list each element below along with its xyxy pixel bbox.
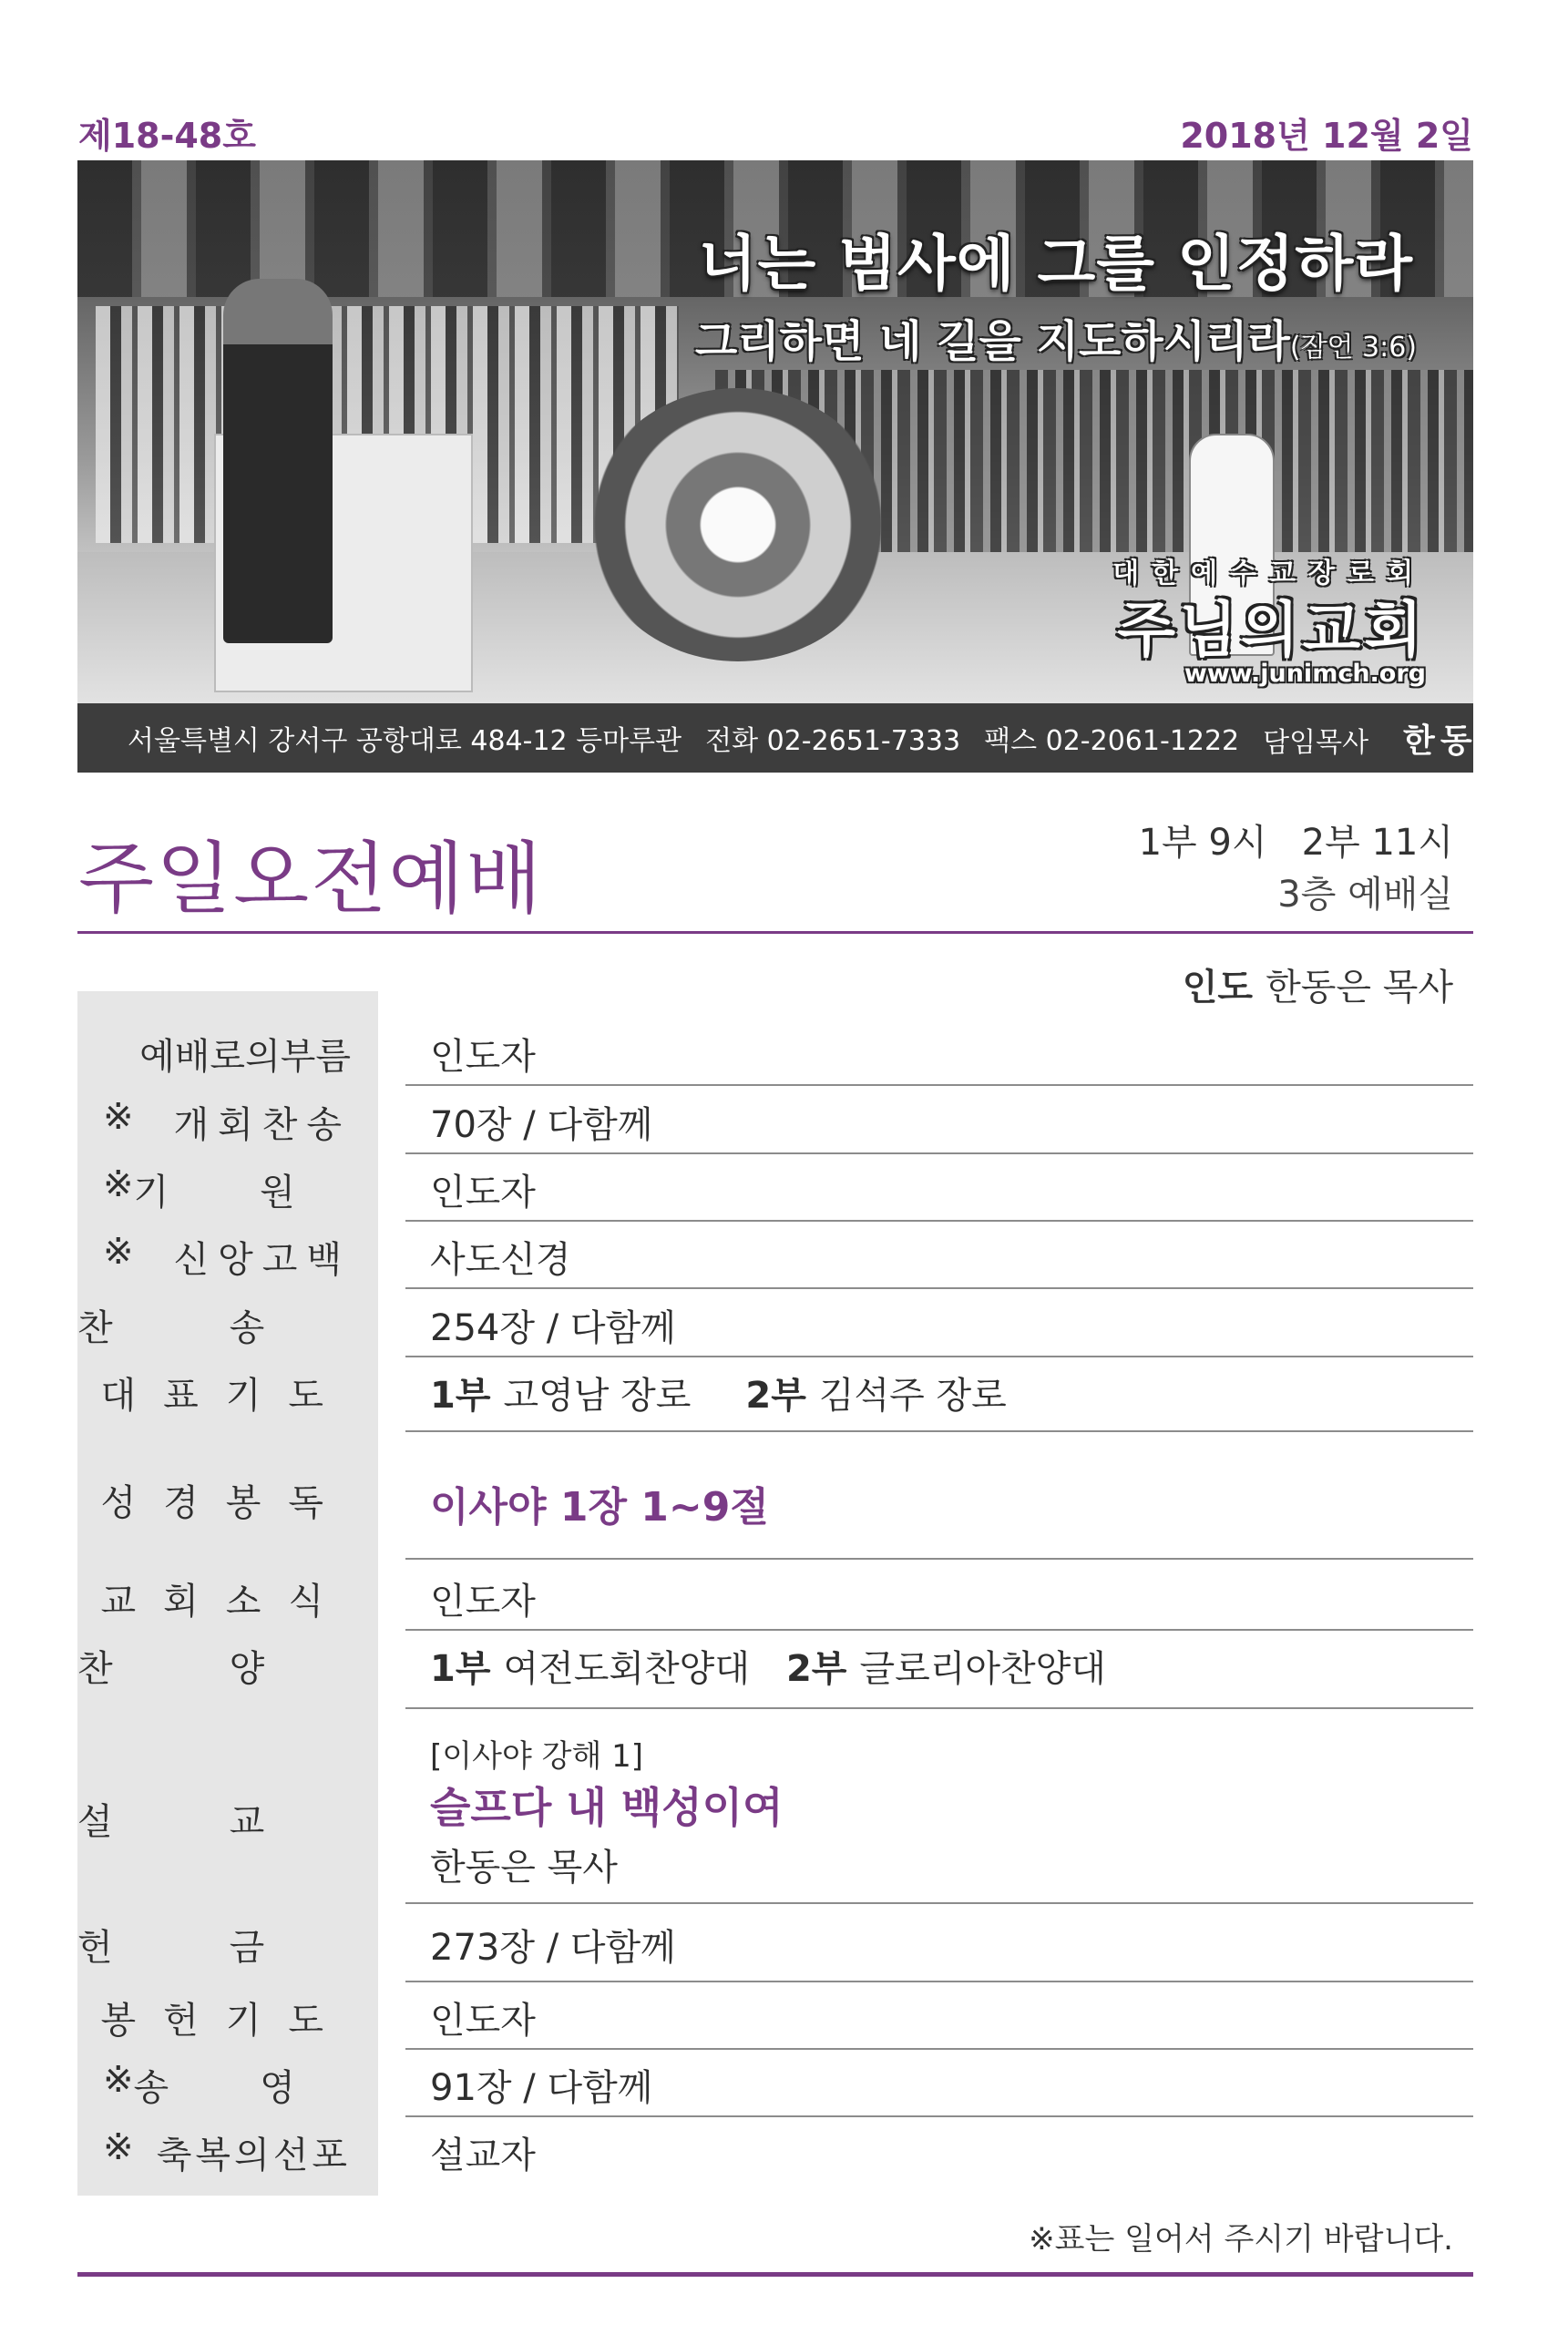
order-value: [430, 1640, 1106, 1692]
service-location: 3층 예배실: [1277, 874, 1453, 916]
row-divider: [405, 1902, 1473, 1904]
flower-arrangement: [588, 388, 888, 661]
standing-mark: ※: [103, 2126, 134, 2168]
phone-number: 전화 02-2651-7333: [705, 725, 961, 757]
order-value: 인도자: [430, 1581, 536, 1623]
order-value: 인도자: [430, 2000, 536, 2042]
order-label: 교회소식: [100, 1581, 351, 1623]
order-label: 송영: [133, 2067, 386, 2109]
part1-value: 여전도회찬양대: [503, 1648, 750, 1690]
standing-mark: ※: [103, 1163, 134, 1205]
order-label: 대표기도: [100, 1375, 351, 1417]
part2-label: 2부: [785, 1648, 847, 1690]
order-value: 91장 / 다함께: [430, 2067, 653, 2109]
part2-label: 2부: [745, 1375, 806, 1417]
order-label: 봉헌기도: [100, 2000, 351, 2042]
sermon-title: 슬프다 내 백성이여: [430, 1783, 784, 1832]
order-label: 예배로의부름: [139, 1036, 351, 1078]
row-divider: [405, 1981, 1473, 1982]
row-divider: [405, 1287, 1473, 1289]
row-divider: [405, 1558, 1473, 1560]
contact-bar: [77, 703, 1515, 773]
order-label: 헌금: [77, 1927, 382, 1969]
order-value: 254장 / 다함께: [430, 1307, 676, 1349]
bulletin-date: 2018년 12월 2일: [1180, 116, 1473, 156]
leader-label: 인도: [1182, 967, 1254, 1009]
verse-reference: (잠언 3:6): [1289, 332, 1417, 364]
order-label-wrap: [77, 2059, 386, 2111]
title-divider: [77, 931, 1473, 934]
standing-note: ※표는 일어서 주시기 바랍니다.: [1029, 2221, 1453, 2258]
order-value: 70장 / 다함께: [430, 1104, 653, 1146]
row-divider: [405, 1084, 1473, 1086]
church-name: 주님의교회: [1117, 595, 1426, 665]
scripture-reading: 이사야 1장 1~9절: [430, 1484, 769, 1531]
order-label-wrap: [77, 1163, 386, 1215]
part1-value: 고영남 장로: [503, 1375, 692, 1417]
order-value: 설교자: [430, 2135, 536, 2176]
order-label-wrap: [77, 2126, 351, 2178]
standing-mark: ※: [103, 2059, 134, 2101]
pastor-name: 한동은: [1403, 722, 1515, 760]
order-label: 성경봉독: [100, 1482, 351, 1524]
row-divider: [405, 1356, 1473, 1357]
standing-mark: ※: [103, 1231, 134, 1273]
denomination-name: 대한예수교장로회: [1112, 558, 1426, 589]
banner-subline: [695, 306, 1417, 369]
row-divider: [405, 2048, 1473, 2050]
order-value: 인도자: [430, 1036, 536, 1078]
standing-mark: ※: [103, 1096, 134, 1138]
part2-value: 김석주 장로: [818, 1375, 1007, 1417]
senior-pastor: [1263, 715, 1538, 762]
pastor-label: 담임목사: [1263, 726, 1369, 759]
preacher-figure: [223, 279, 333, 643]
order-value: [430, 1367, 1007, 1418]
church-address: 서울특별시 강서구 공항대로 484-12 등마루관: [128, 725, 682, 757]
banner-subline-text: 그리하면 네 길을 지도하시리라: [694, 316, 1290, 367]
row-divider: [405, 1430, 1473, 1432]
church-website: www.junimch.org: [1184, 660, 1426, 688]
order-label: 개회찬송: [173, 1104, 351, 1146]
sermon-series: [이사야 강해 1]: [430, 1738, 643, 1775]
order-label-wrap: [77, 1231, 351, 1283]
order-label-wrap: [77, 1096, 351, 1148]
row-divider: [405, 1220, 1473, 1222]
order-label: 설교: [77, 1801, 382, 1843]
issue-number: 제18-48호: [78, 116, 256, 156]
order-label: 기원: [133, 1172, 386, 1213]
preacher-name: 한동은 목사: [430, 1847, 618, 1889]
order-label: 축복의선포: [156, 2135, 351, 2176]
order-value: 273장 / 다함께: [430, 1927, 676, 1969]
fax-number: 팩스 02-2061-1222: [984, 725, 1240, 757]
banner-photo: [77, 160, 1473, 703]
order-label: 찬양: [77, 1648, 382, 1690]
order-label: 신앙고백: [173, 1239, 351, 1281]
service-times: 1부 9시 2부 11시: [1138, 822, 1453, 864]
row-divider: [405, 1152, 1473, 1154]
order-value: 인도자: [430, 1172, 536, 1213]
service-leader: [1183, 958, 1453, 1010]
order-value: 사도신경: [430, 1239, 571, 1281]
service-title: 주일오전예배: [78, 834, 544, 925]
bottom-divider: [77, 2272, 1473, 2277]
part2-value: 글로리아찬양대: [859, 1648, 1106, 1690]
order-label: 찬송: [77, 1307, 382, 1349]
part1-label: 1부: [430, 1648, 491, 1690]
leader-name: 한동은 목사: [1266, 967, 1453, 1009]
part1-label: 1부: [430, 1375, 491, 1417]
row-divider: [405, 2115, 1473, 2117]
row-divider: [405, 1707, 1473, 1709]
banner-headline: 너는 범사에 그를 인정하라: [698, 229, 1413, 299]
row-divider: [405, 1629, 1473, 1631]
